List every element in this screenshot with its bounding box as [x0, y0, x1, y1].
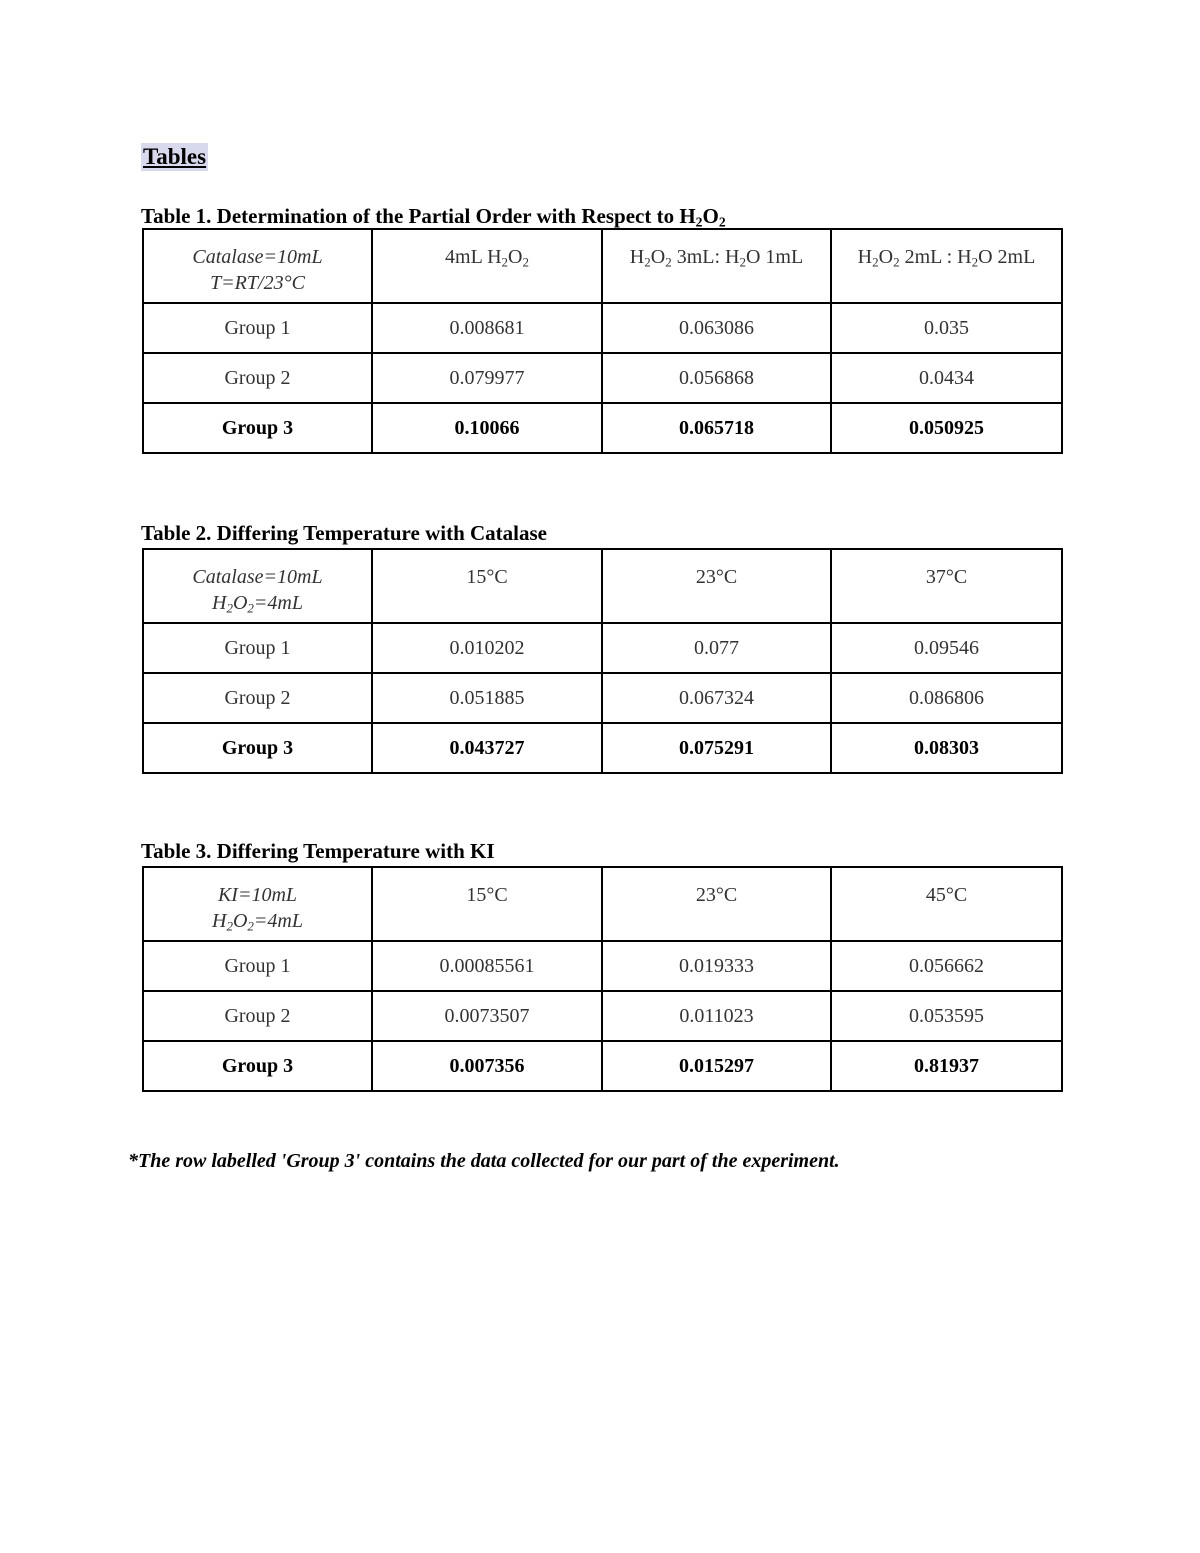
table-row: [143, 403, 1062, 453]
table-cell: 0.0434: [831, 353, 1062, 403]
row-label: Group 1: [143, 941, 372, 991]
table-cell: 0.067324: [602, 673, 831, 723]
row-label: Group 1: [143, 623, 372, 673]
table-cell: 0.008681: [372, 303, 602, 353]
table-cell: 0.007356: [372, 1041, 602, 1091]
column-header: $H_2O_2$ 2mL : $H_2O$ 2mL: [831, 229, 1062, 303]
table-cell: 0.10066: [372, 403, 602, 453]
table-cell: 0.011023: [602, 991, 831, 1041]
table-row: [143, 991, 1062, 1041]
table-3-title: Table 3. Differing Temperature with KI: [141, 839, 495, 863]
table-2-title: Table 2. Differing Temperature with Catalase: [141, 521, 547, 545]
table-cell: 0.053595: [831, 991, 1062, 1041]
table-cell: 0.81937: [831, 1041, 1062, 1091]
column-header: $H_2O_2$ 3mL: $H_2O$ 1mL: [602, 229, 831, 303]
table-cell: 0.019333: [602, 941, 831, 991]
table-cell: 0.0073507: [372, 991, 602, 1041]
table-cell: 0.035: [831, 303, 1062, 353]
footnote: *The row labelled 'Group 3' contains the data collected for our part of the experiment.: [128, 1150, 840, 1172]
column-header: 23°C: [602, 867, 831, 941]
table-cell: 0.079977: [372, 353, 602, 403]
conditions-cell: KI=10mL $H_2O_2=4mL$: [143, 867, 372, 941]
column-header: 45°C: [831, 867, 1062, 941]
table-row: [143, 353, 1062, 403]
table-cell: 0.00085561: [372, 941, 602, 991]
table-cell: 0.056662: [831, 941, 1062, 991]
column-header: 15°C: [372, 549, 602, 623]
table-2: [142, 548, 1063, 774]
table-cell: 0.077: [602, 623, 831, 673]
column-header: 15°C: [372, 867, 602, 941]
table-cell: 0.050925: [831, 403, 1062, 453]
conditions-cell: Catalase=10mL $H_2O_2=4mL$: [143, 549, 372, 623]
column-header: 23°C: [602, 549, 831, 623]
table-cell: 0.065718: [602, 403, 831, 453]
table-row: [143, 723, 1062, 773]
table-1: [142, 228, 1063, 454]
table-1-title: Table 1. Determination of the Partial Order with Respect to $H_2O_2$: [141, 204, 726, 230]
row-label: Group 2: [143, 991, 372, 1041]
conditions-cell: Catalase=10mL T=RT/23°C: [143, 229, 372, 303]
row-label: Group 1: [143, 303, 372, 353]
table-header-row: [143, 867, 1062, 941]
table-row: [143, 941, 1062, 991]
table-row: [143, 673, 1062, 723]
table-header-row: [143, 229, 1062, 303]
table-cell: 0.015297: [602, 1041, 831, 1091]
column-header: 37°C: [831, 549, 1062, 623]
page-heading: Tables: [143, 144, 207, 169]
row-label: Group 2: [143, 673, 372, 723]
table-cell: 0.010202: [372, 623, 602, 673]
table-cell: 0.063086: [602, 303, 831, 353]
table-row: [143, 303, 1062, 353]
table-cell: 0.08303: [831, 723, 1062, 773]
row-label: Group 3: [143, 403, 372, 453]
table-cell: 0.086806: [831, 673, 1062, 723]
table-header-row: [143, 549, 1062, 623]
table-cell: 0.043727: [372, 723, 602, 773]
table-cell: 0.09546: [831, 623, 1062, 673]
table-cell: 0.056868: [602, 353, 831, 403]
table-row: [143, 623, 1062, 673]
row-label: Group 3: [143, 1041, 372, 1091]
column-header: 4mL $H_2O_2$: [372, 229, 602, 303]
table-row: [143, 1041, 1062, 1091]
row-label: Group 3: [143, 723, 372, 773]
table-cell: 0.075291: [602, 723, 831, 773]
row-label: Group 2: [143, 353, 372, 403]
table-3: [142, 866, 1063, 1092]
table-cell: 0.051885: [372, 673, 602, 723]
